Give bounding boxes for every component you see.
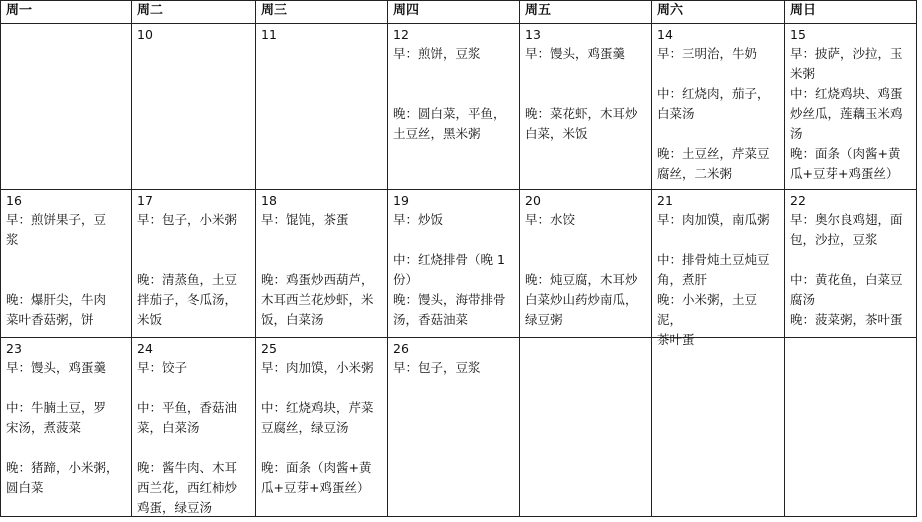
day-cell <box>393 191 516 336</box>
day-number <box>657 339 781 358</box>
day-cell <box>137 339 252 515</box>
meal-line: 早：炒饭 <box>393 212 444 227</box>
blank-line <box>137 250 252 270</box>
day-number: 24 <box>137 341 153 356</box>
meal-line: 份） <box>393 272 419 287</box>
grid-line <box>784 0 785 517</box>
meal-line: 腐汤 <box>790 292 816 307</box>
day-number: 10 <box>137 27 153 42</box>
day-cell <box>261 25 384 188</box>
meal-line: 中：黄花鱼，白菜豆 <box>790 272 903 287</box>
meal-line: 宋汤，煮菠菜 <box>6 420 82 435</box>
meal-line: 米饭 <box>137 312 163 327</box>
day-cell <box>261 191 384 336</box>
day-cell <box>790 339 913 515</box>
blank-line <box>137 438 252 458</box>
day-number: 12 <box>393 27 409 42</box>
meal-line: 早：煎饼果子，豆 <box>6 212 107 227</box>
day-cell <box>6 191 128 336</box>
meal-line: 早：馄饨，茶蛋 <box>261 212 349 227</box>
day-cell <box>790 191 913 336</box>
meal-line: 晚：圆白菜，平鱼， <box>393 106 506 121</box>
meal-line: 鸡蛋，绿豆汤 <box>137 500 213 515</box>
day-number: 11 <box>261 27 277 42</box>
blank-line <box>261 438 384 458</box>
day-cell <box>393 25 516 188</box>
day-cell <box>657 25 781 188</box>
grid-line <box>519 0 520 517</box>
weekday-header: 周一 <box>6 3 33 18</box>
meal-line: 圆白菜 <box>6 480 44 495</box>
blank-line <box>6 378 128 398</box>
meal-line: 中：红烧鸡块、鸡蛋 <box>790 86 903 101</box>
meal-line: 腐丝，二米粥 <box>657 166 733 181</box>
day-cell <box>657 191 781 347</box>
grid-line <box>387 0 388 517</box>
blank-line <box>525 84 648 104</box>
meal-line: 汤，香菇油菜 <box>393 312 469 327</box>
meal-line: 晚：土豆丝，芹菜豆 <box>657 146 770 161</box>
blank-line <box>6 438 128 458</box>
weekday-header: 周五 <box>525 3 552 18</box>
weekday-header: 周三 <box>261 3 288 18</box>
meal-line: 中：牛腩土豆，罗 <box>6 400 107 415</box>
meal-line: 米粥 <box>790 66 816 81</box>
day-cell <box>393 339 516 515</box>
grid-line <box>0 189 917 190</box>
meal-line: 早：肉加馍，小米粥 <box>261 360 374 375</box>
meal-line: 晚：面条（肉酱+黄 <box>790 146 901 161</box>
meal-line: 早：披萨，沙拉，玉 <box>790 46 903 61</box>
day-number: 16 <box>6 193 22 208</box>
meal-line: 早：饺子 <box>137 360 188 375</box>
blank-line <box>657 124 781 144</box>
blank-line <box>393 230 516 250</box>
day-number <box>790 339 913 358</box>
meal-line: 早：三明治，牛奶 <box>657 46 758 61</box>
weekday-header: 周二 <box>137 3 164 18</box>
blank-line <box>137 230 252 250</box>
day-cell <box>6 339 128 515</box>
meal-line: 早：奥尔良鸡翅，面 <box>790 212 903 227</box>
meal-line: 炒丝瓜，莲藕玉米鸡 <box>790 106 903 121</box>
day-number: 15 <box>790 27 806 42</box>
blank-line <box>393 64 516 84</box>
weekday-header: 周日 <box>790 3 817 18</box>
blank-line <box>657 64 781 84</box>
meal-line: 晚：菠菜粥，茶叶蛋 <box>790 312 903 327</box>
meal-line: 角，煮肝 <box>657 272 708 287</box>
day-number: 21 <box>657 193 673 208</box>
meal-line: 晚：爆肝尖，牛肉 <box>6 292 107 307</box>
grid-line <box>651 0 652 517</box>
day-cell <box>657 339 781 515</box>
day-number: 25 <box>261 341 277 356</box>
day-number: 22 <box>790 193 806 208</box>
blank-line <box>525 230 648 250</box>
day-number <box>6 25 128 44</box>
meal-line: 白菜，米饭 <box>525 126 588 141</box>
meal-line: 土豆丝，黑米粥 <box>393 126 481 141</box>
day-cell <box>525 191 648 336</box>
blank-line <box>6 270 128 290</box>
grid-line <box>0 0 1 517</box>
day-cell <box>137 25 252 188</box>
blank-line <box>261 230 384 250</box>
meal-line: 早：肉加馍，南瓜粥 <box>657 212 770 227</box>
meal-line: 瓜+豆芽+鸡蛋丝） <box>261 480 370 495</box>
blank-line <box>657 230 781 250</box>
meal-line: 拌茄子，冬瓜汤， <box>137 292 238 307</box>
meal-line: 豆腐丝，绿豆汤 <box>261 420 349 435</box>
meal-line: 木耳西兰花炒虾，米 <box>261 292 374 307</box>
meal-line: 早：包子，豆浆 <box>393 360 481 375</box>
blank-line <box>393 84 516 104</box>
grid-line <box>131 0 132 517</box>
day-number: 19 <box>393 193 409 208</box>
weekday-header: 周六 <box>657 3 684 18</box>
grid-line <box>916 0 917 517</box>
meal-line: 晚：面条（肉酱+黄 <box>261 460 372 475</box>
meal-line: 晚：猪蹄，小米粥， <box>6 460 119 475</box>
meal-line: 浆 <box>6 232 19 247</box>
day-number: 26 <box>393 341 409 356</box>
day-cell <box>261 339 384 515</box>
meal-line: 中：红烧排骨（晚 1 <box>393 252 505 267</box>
meal-line: 早：煎饼，豆浆 <box>393 46 481 61</box>
meal-line: 菜，白菜汤 <box>137 420 200 435</box>
day-cell <box>137 191 252 336</box>
meal-line: 中：平鱼，香菇油 <box>137 400 238 415</box>
meal-line: 早：水饺 <box>525 212 576 227</box>
meal-line: 晚：菜花虾，木耳炒 <box>525 106 638 121</box>
blank-line <box>261 378 384 398</box>
meal-line: 西兰花，西红柿炒 <box>137 480 238 495</box>
blank-line <box>525 64 648 84</box>
meal-line: 白菜汤 <box>657 106 695 121</box>
meal-line: 饭，白菜汤 <box>261 312 324 327</box>
meal-line: 早：馒头，鸡蛋羹 <box>6 360 107 375</box>
meal-line: 晚：小米粥，土豆泥， <box>657 292 758 327</box>
meal-line: 晚：酱牛肉、木耳 <box>137 460 238 475</box>
day-number <box>525 339 648 358</box>
day-cell <box>790 25 913 188</box>
blank-line <box>6 250 128 270</box>
meal-line: 绿豆粥 <box>525 312 563 327</box>
meal-line: 瓜+豆芽+鸡蛋丝） <box>790 166 899 181</box>
meal-line: 早：馒头，鸡蛋羹 <box>525 46 626 61</box>
meal-line: 菜叶香菇粥，饼 <box>6 312 94 327</box>
weekday-header: 周四 <box>393 3 420 18</box>
meal-line: 白菜炒山药炒南瓜， <box>525 292 638 307</box>
day-cell <box>525 339 648 515</box>
blank-line <box>525 250 648 270</box>
meal-line: 中：排骨炖土豆炖豆 <box>657 252 770 267</box>
day-number: 13 <box>525 27 541 42</box>
meal-line: 包，沙拉，豆浆 <box>790 232 878 247</box>
blank-line <box>137 378 252 398</box>
day-number: 14 <box>657 27 673 42</box>
grid-line <box>0 23 917 24</box>
meal-line: 晚：馒头，海带排骨 <box>393 292 506 307</box>
day-cell <box>6 25 128 188</box>
day-cell <box>525 25 648 188</box>
grid-line <box>255 0 256 517</box>
day-number: 20 <box>525 193 541 208</box>
meal-line: 汤 <box>790 126 803 141</box>
meal-line: 晚：清蒸鱼，土豆 <box>137 272 238 287</box>
meal-line: 茶叶蛋 <box>657 332 695 347</box>
meal-line: 中：红烧肉，茄子， <box>657 86 770 101</box>
blank-line <box>261 250 384 270</box>
meal-line: 早：包子，小米粥 <box>137 212 238 227</box>
blank-line <box>790 250 913 270</box>
meal-line: 晚：炖豆腐，木耳炒 <box>525 272 638 287</box>
meal-line: 晚：鸡蛋炒西葫芦， <box>261 272 374 287</box>
day-number: 18 <box>261 193 277 208</box>
meal-line: 中：红烧鸡块，芹菜 <box>261 400 374 415</box>
day-number: 23 <box>6 341 22 356</box>
day-number: 17 <box>137 193 153 208</box>
